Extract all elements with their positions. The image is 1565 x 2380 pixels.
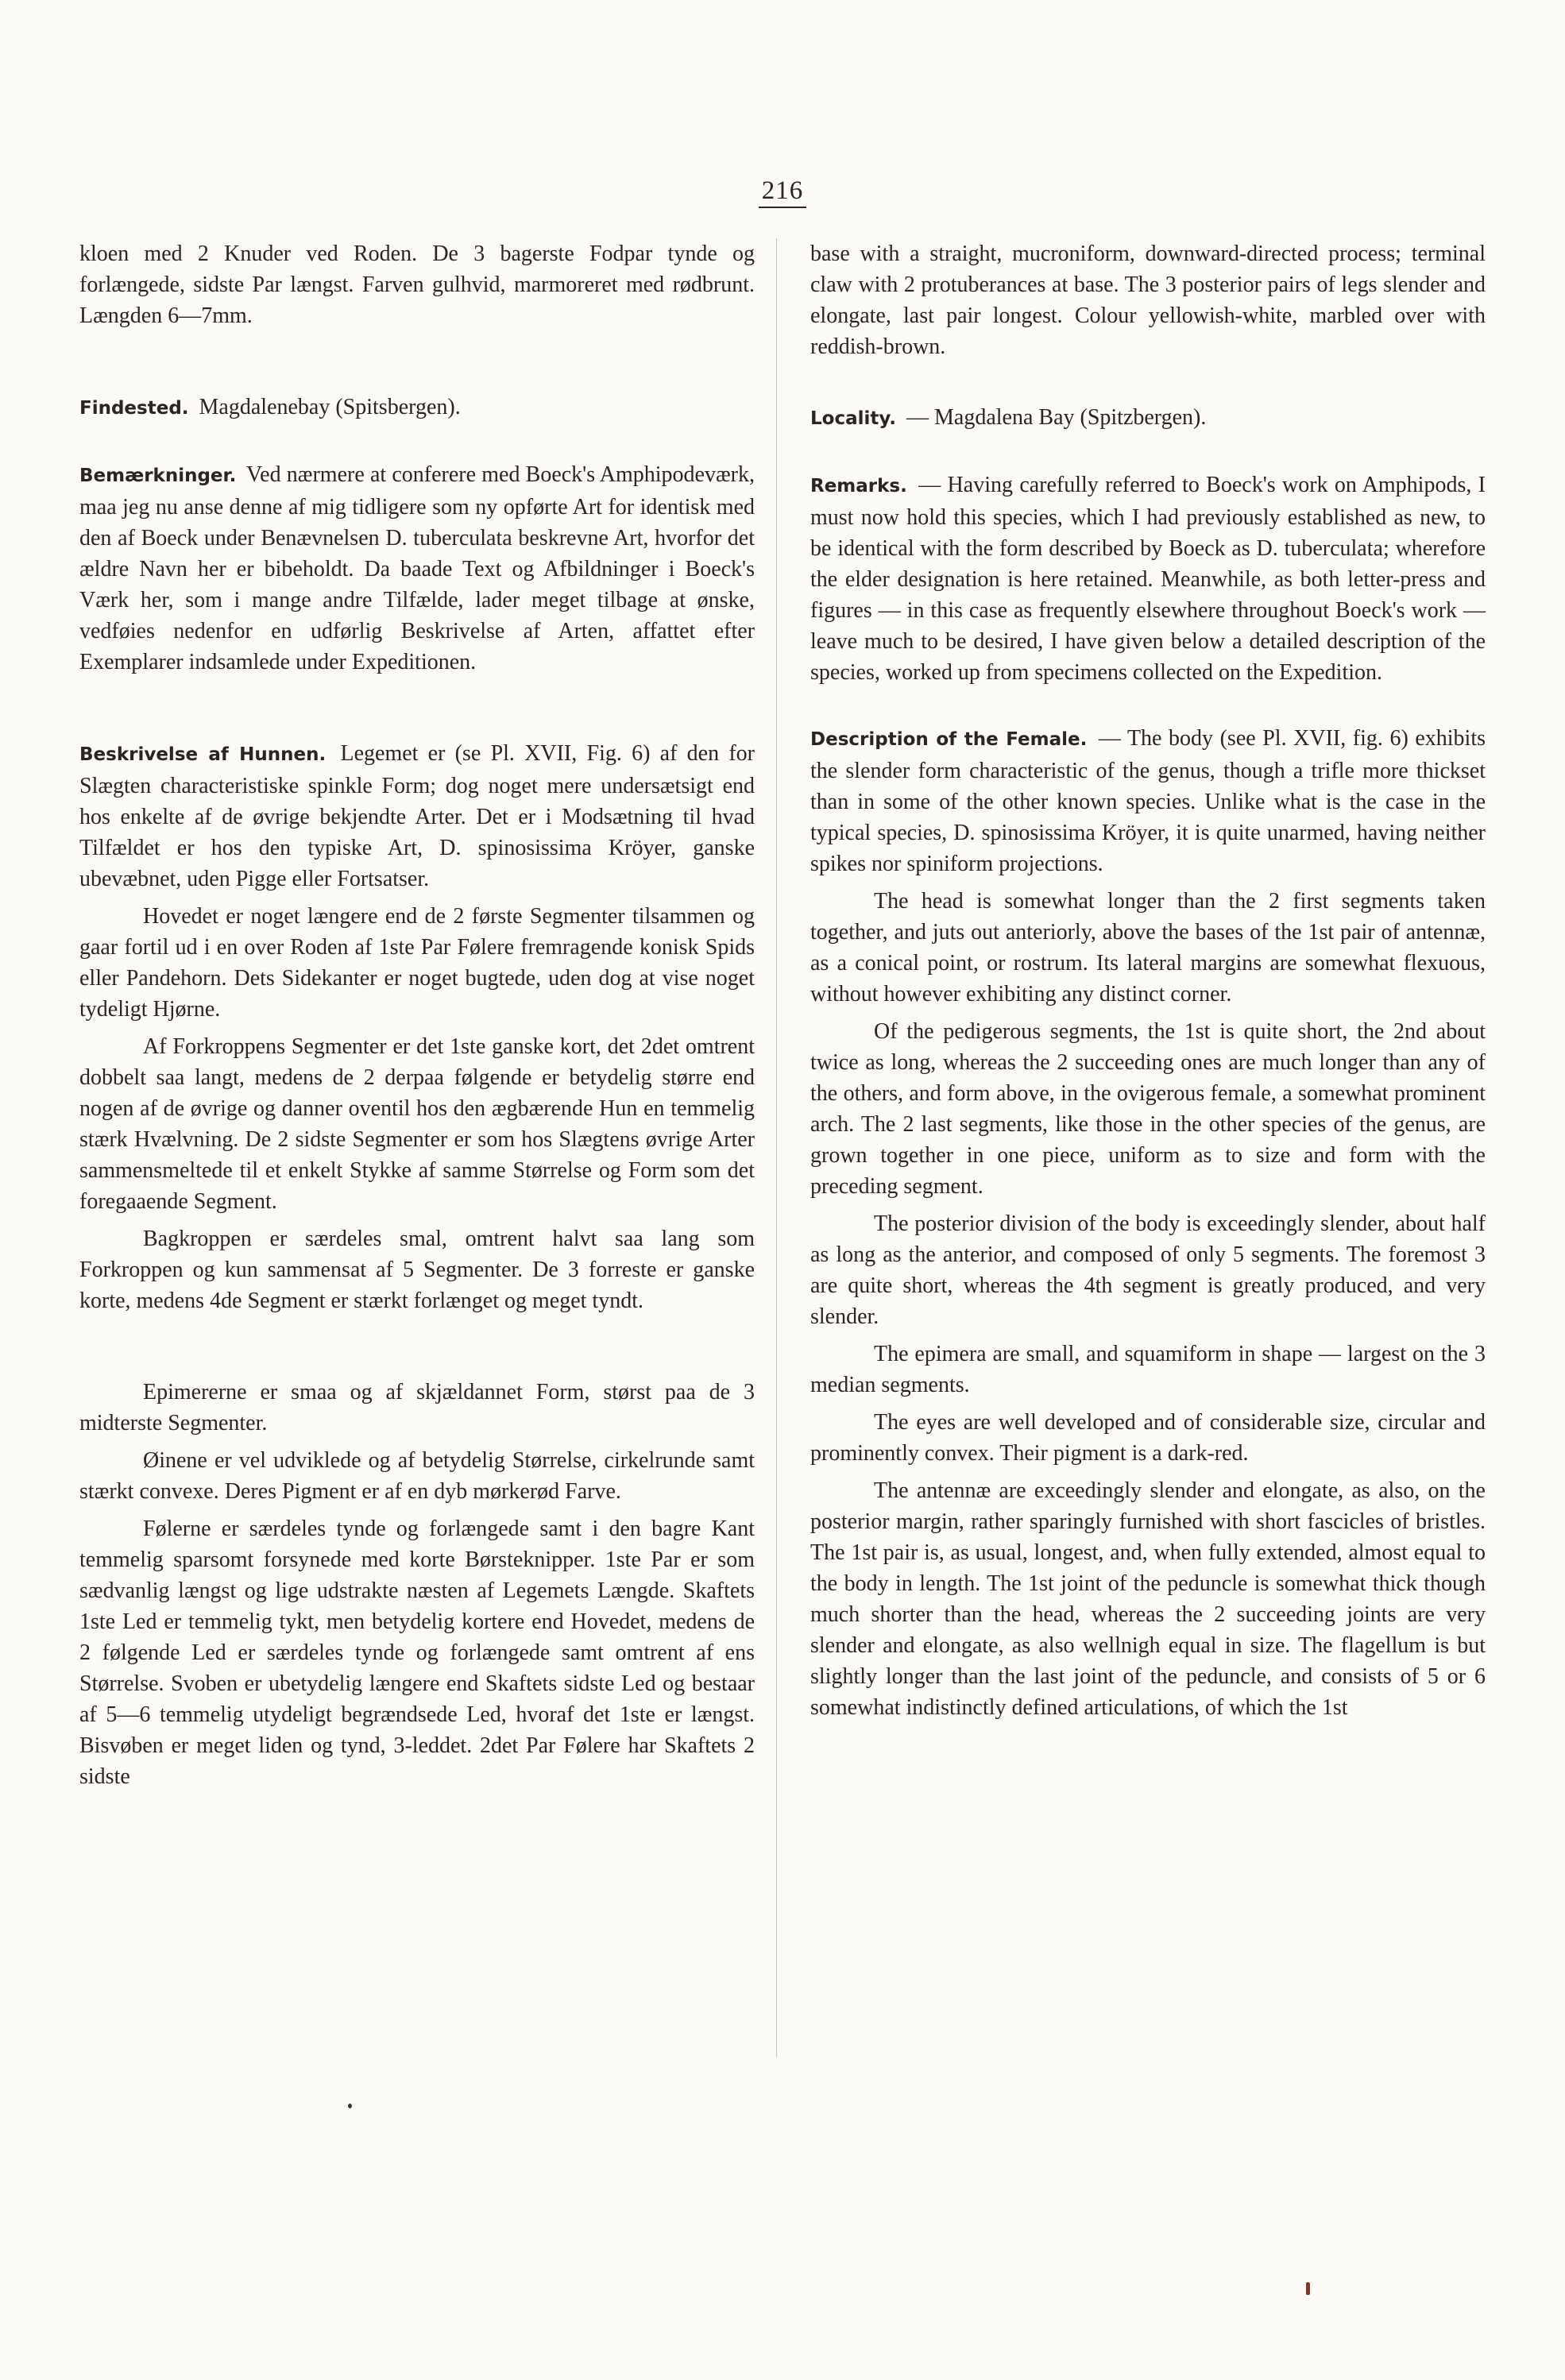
right-paragraph-epimera: The epimera are small, and squamiform in shape — largest on the 3 median segments. bbox=[810, 1342, 1486, 1397]
right-paragraph-segments: Of the pedigerous segments, the 1st is quite short, the 2nd about twice as long, whereas the 2 succeeding ones are much longer than any of the others, and form above, in the ovigerous female, a somewhat prominent arch. The 2 last segments, like those in the other species of the genus, are grown together in one piece, uniform as to size and form with the preceding segment. bbox=[810, 1019, 1486, 1199]
right-paragraph-intro: base with a straight, mucroniform, downward-directed process; terminal claw with 2 protuberances at base. The 3 posterior pairs of legs slender and elongate, last pair longest. Colour yellowish-white, marbled over with reddish-brown. bbox=[810, 241, 1486, 359]
left-heading-locality: Findested. bbox=[79, 398, 189, 419]
left-heading-description: Beskrivelse af Hunnen. bbox=[79, 744, 327, 765]
left-paragraph-description: Beskrivelse af Hunnen. Legemet er (se Pl. XVII, Fig. 6) af den for Slægten characteristiske spinkle Form; dog noget mere undersætsigt end hos enkelte af de øvrige bekjendte Arter. Det er i Modsætning til hvad Tilfældet er hos den typiske Art, D. spinosissima Kröyer, ganske ubevæbnet, uden Pigge eller Fortsatser. bbox=[79, 741, 755, 891]
right-heading-description: Description of the Female. bbox=[810, 729, 1088, 750]
left-paragraph-posterior: Bagkroppen er særdeles smal, omtrent halvt saa lang som Forkroppen og kun sammensat af 5 Segmenter. De 3 forreste er ganske korte, medens 4de Segment er stærkt forlænget og meget tyndt. bbox=[79, 1227, 755, 1313]
left-column-norwegian bbox=[79, 238, 755, 1792]
left-heading-remarks: Bemærkninger. bbox=[79, 466, 237, 486]
right-paragraph-eyes: The eyes are well developed and of considerable size, circular and prominently convex. Their pigment is a dark-red. bbox=[810, 1410, 1486, 1466]
ink-speck bbox=[348, 2104, 352, 2108]
right-paragraph-antennae: The antennæ are exceedingly slender and elongate, as also, on the posterior margin, rather sparingly furnished with short fascicles of bristles. The 1st pair is, as usual, longest, and, when fully extended, almost equal to the body in length. The 1st joint of the peduncle is somewhat thick though much shorter than the head, whereas the 2 succeeding joints are very slender and elongate, as also wellnigh equal in size. The flagellum is but slightly longer than the last joint of the peduncle, and consists of 5 or 6 somewhat indistinctly defined articulations, of which the 1st bbox=[810, 1478, 1486, 1720]
left-paragraph-remarks: Bemærkninger. Ved nærmere at conferere med Boeck's Amphipodeværk, maa jeg nu anse denne af mig tidligere som ny opførte Art for identisk med den af Boeck under Benævnelsen D. tuberculata beskrevne Art, hvorfor det ældre Navn her er bibeholdt. Da baade Text og Afbildninger i Boeck's Værk her, som i mange andre Tilfælde, lader meget tilbage at ønske, vedføies nedenfor en udførlig Beskrivelse af Arten, affattet efter Exemplarer indsamlede under Expeditionen. bbox=[79, 462, 755, 674]
right-heading-locality: Locality. bbox=[810, 408, 896, 429]
left-paragraph-head: Hovedet er noget længere end de 2 første Segmenter tilsammen og gaar fortil ud i en over Roden af 1ste Par Følere fremragende konisk Spids eller Pandehorn. Dets Sidekanter er noget bugtede, uden dog at vise noget tydeligt Hjørne. bbox=[79, 904, 755, 1022]
right-paragraph-locality: Locality. — Magdalena Bay (Spitzbergen). bbox=[810, 405, 1207, 430]
left-paragraph-eyes: Øinene er vel udviklede og af betydelig Størrelse, cirkelrunde samt stærkt convexe. Deres Pigment er af en dyb mørkerød Farve. bbox=[79, 1448, 755, 1504]
left-paragraph-intro: kloen med 2 Knuder ved Roden. De 3 bagerste Fodpar tynde og forlængede, sidste Par længst. Farven gulhvid, marmoreret med rødbrunt. Længden 6—7mm. bbox=[79, 241, 755, 328]
column-divider bbox=[776, 238, 777, 2057]
left-paragraph-antennae: Følerne er særdeles tynde og forlængede samt i den bagre Kant temmelig sparsomt forsynede med korte Børsteknipper. 1ste Par er som sædvanlig længst og lige udstrakte næsten af Legemets Længde. Skaftets 1ste Led er temmelig tykt, men betydelig kortere end Hovedet, medens de 2 følgende Led er særdeles tynde og forlængede samt omtrent af ens Størrelse. Svoben er ubetydelig længere end Skaftets sidste Led og bestaar af 5—6 temmelig utydeligt begrændsede Led, hvoraf det 1ste er længst. Bisvøben er meget liden og tynd, 3-leddet. 2det Par Følere har Skaftets 2 sidste bbox=[79, 1516, 755, 1789]
left-paragraph-locality: Findested. Magdalenebay (Spitsbergen). bbox=[79, 395, 461, 419]
right-column-english bbox=[810, 238, 1486, 1723]
right-heading-remarks: Remarks. bbox=[810, 476, 907, 496]
right-paragraph-description: Description of the Female. — The body (see Pl. XVII, fig. 6) exhibits the slender form characteristic of the genus, though a trifle more thickset than in some of the other known species. Unlike what is the case in the typical species, D. spinosissima Kröyer, it is quite unarmed, having neither spikes nor spiniform projections. bbox=[810, 726, 1486, 876]
left-paragraph-epimera: Epimererne er smaa og af skjældannet Form, størst paa de 3 midterste Segmenter. bbox=[79, 1380, 755, 1435]
right-paragraph-head: The head is somewhat longer than the 2 first segments taken together, and juts out anteriorly, above the bases of the 1st pair of antennæ, as a conical point, or rostrum. Its lateral margins are somewhat flexuous, without however exhibiting any distinct corner. bbox=[810, 889, 1486, 1006]
page-number: 216 bbox=[0, 176, 1565, 208]
ink-mark bbox=[1306, 2282, 1310, 2295]
left-paragraph-segments: Af Forkroppens Segmenter er det 1ste ganske kort, det 2det omtrent dobbelt saa langt, medens de 2 derpaa følgende er betydelig større end nogen af de øvrige og danner oventil hos den ægbærende Hun en temmelig stærk Hvælvning. De 2 sidste Segmenter er som hos Slægtens øvrige Arter sammensmeltede til et enkelt Stykke af samme Størrelse og Form som det foregaaende Segment. bbox=[79, 1034, 755, 1214]
right-paragraph-remarks: Remarks. — Having carefully referred to Boeck's work on Amphipods, I must now hold this species, which I had previously established as new, to be identical with the form described by Boeck as D. tuberculata; wherefore the elder designation is here retained. Meanwhile, as both letter-press and figures — in this case as frequently elsewhere throughout Boeck's work — leave much to be desired, I have given below a detailed description of the species, worked up from specimens collected on the Expedition. bbox=[810, 473, 1486, 685]
right-paragraph-posterior: The posterior division of the body is exceedingly slender, about half as long as the anterior, and composed of only 5 segments. The foremost 3 are quite short, whereas the 4th segment is greatly produced, and very slender. bbox=[810, 1211, 1486, 1329]
